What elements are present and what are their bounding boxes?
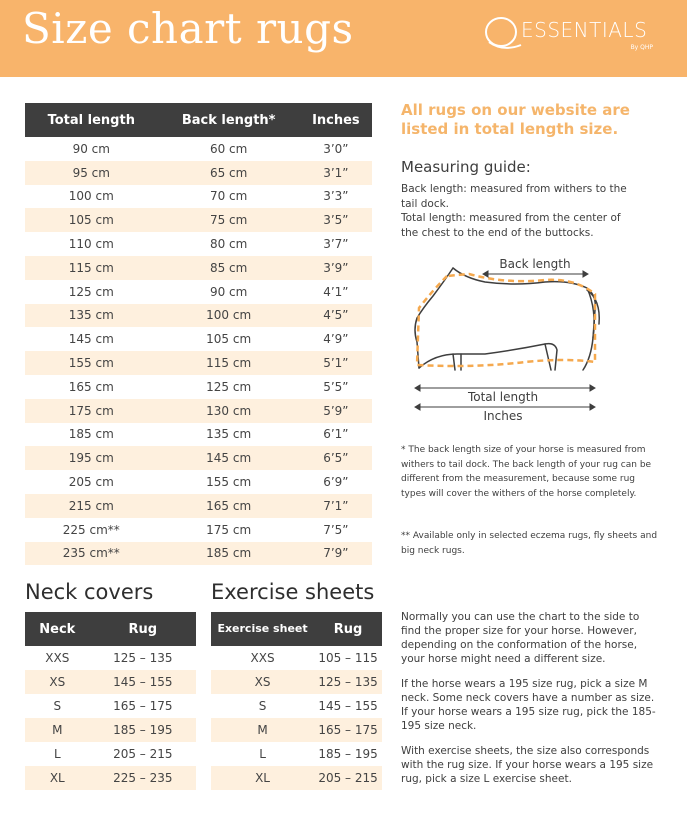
table-cell: 4’1” [300, 280, 372, 304]
table-row [211, 742, 382, 766]
table-row [25, 399, 372, 423]
table-cell: 145 – 155 [314, 694, 382, 718]
table-row [25, 161, 372, 185]
table-cell: 3’1” [300, 161, 372, 185]
page-title: Size chart rugs [22, 4, 354, 53]
table-cell: 95 cm [25, 161, 158, 185]
table-row [211, 718, 382, 742]
table-cell: 7’9” [300, 542, 372, 566]
table-cell: 185 – 195 [90, 718, 196, 742]
table-header-row [25, 103, 372, 137]
table-cell: 5’1” [300, 351, 372, 375]
table-cell: 60 cm [158, 137, 300, 161]
table-row [25, 327, 372, 351]
table-row [25, 718, 196, 742]
advice-paragraph: If the horse wears a 195 size rug, pick a size M neck. Some neck covers have a number as size. If your horse wears a 195 size rug, pick the 185-195 size neck. [401, 678, 656, 732]
table-cell: 4’9” [300, 327, 372, 351]
table-cell: 3’7” [300, 232, 372, 256]
table-cell: 205 – 215 [314, 766, 382, 790]
sizing-advice [401, 610, 657, 797]
exercise-sheets-table [211, 612, 382, 790]
table-cell: 225 – 235 [90, 766, 196, 790]
table-cell: XL [25, 766, 90, 790]
table-cell: 100 cm [158, 304, 300, 328]
back-length-footnote: * The back length size of your horse is measured from withers to tail dock. The back length of your rug can be different from the measurement, because some rug types will cover the withers of the horse completely. [401, 445, 652, 499]
table-cell: 105 cm [25, 208, 158, 232]
table-cell: 4’5” [300, 304, 372, 328]
table-cell: 125 – 135 [314, 670, 382, 694]
header-exercise-sheet: Exercise sheet [211, 612, 314, 646]
table-cell: 105 – 115 [314, 646, 382, 670]
exercise-sheets-title: Exercise sheets [211, 580, 375, 604]
table-cell: 125 – 135 [90, 646, 196, 670]
table-cell: 85 cm [158, 256, 300, 280]
table-cell: 115 cm [158, 351, 300, 375]
table-cell: XS [211, 670, 314, 694]
header-rug: Rug [314, 612, 382, 646]
table-row [25, 766, 196, 790]
table-row [25, 423, 372, 447]
table-cell: 145 cm [25, 327, 158, 351]
table-header-row [25, 612, 196, 646]
inches-label: Inches [483, 409, 523, 423]
table-cell: 235 cm** [25, 542, 158, 566]
table-row [25, 646, 196, 670]
header-back-length: Back length* [158, 103, 300, 137]
table-row [25, 280, 372, 304]
table-row [25, 518, 372, 542]
logo-sub: By QHP [630, 44, 653, 51]
neck-covers-table [25, 612, 196, 790]
table-cell: 125 cm [158, 375, 300, 399]
table-cell: 3’0” [300, 137, 372, 161]
table-cell: 110 cm [25, 232, 158, 256]
table-cell: 6’9” [300, 470, 372, 494]
table-cell: 90 cm [158, 280, 300, 304]
table-cell: 3’9” [300, 256, 372, 280]
table-cell: 75 cm [158, 208, 300, 232]
table-cell: 205 cm [25, 470, 158, 494]
table-cell: 155 cm [25, 351, 158, 375]
header-total-length: Total length [25, 103, 158, 137]
table-row [25, 375, 372, 399]
table-cell: 175 cm [158, 518, 300, 542]
advice-paragraph: With exercise sheets, the size also corresponds with the rug size. If your horse wears a 195 size rug, pick a size L exercise sheet. [401, 745, 654, 785]
table-cell: 105 cm [158, 327, 300, 351]
table-cell: M [25, 718, 90, 742]
table-cell: 205 – 215 [90, 742, 196, 766]
table-cell: L [211, 742, 314, 766]
header-banner [0, 0, 687, 77]
back-length-label: Back length [499, 257, 571, 271]
table-row [211, 646, 382, 670]
table-cell: 145 – 155 [90, 670, 196, 694]
table-row [25, 446, 372, 470]
table-cell: XXS [211, 646, 314, 670]
guide-total-length: Total length: measured from the center of the chest to the end of the buttocks. [401, 212, 621, 239]
table-row [211, 766, 382, 790]
q-logo-icon [483, 12, 523, 52]
table-cell: 65 cm [158, 161, 300, 185]
table-cell: 185 cm [25, 423, 158, 447]
table-cell: 185 cm [158, 542, 300, 566]
table-cell: 165 cm [158, 494, 300, 518]
table-row [25, 670, 196, 694]
table-cell: S [25, 694, 90, 718]
table-cell: 185 – 195 [314, 742, 382, 766]
table-cell: 90 cm [25, 137, 158, 161]
table-cell: 5’5” [300, 375, 372, 399]
size-chart-table [25, 103, 372, 565]
back-length-arrow [483, 271, 588, 277]
header-rug: Rug [90, 612, 196, 646]
table-cell: 175 cm [25, 399, 158, 423]
neck-covers-title: Neck covers [25, 580, 154, 604]
availability-footnote: ** Available only in selected eczema rugs, fly sheets and big neck rugs. [401, 531, 658, 556]
table-row [25, 470, 372, 494]
brand-logo [483, 12, 653, 56]
table-cell: 115 cm [25, 256, 158, 280]
table-cell: 165 cm [25, 375, 158, 399]
table-row [25, 542, 372, 566]
table-row [25, 742, 196, 766]
table-cell: 195 cm [25, 446, 158, 470]
table-row [25, 208, 372, 232]
table-cell: XS [25, 670, 90, 694]
table-cell: 100 cm [25, 185, 158, 209]
table-cell: 3’5” [300, 208, 372, 232]
header-inches: Inches [300, 103, 372, 137]
table-cell: 6’5” [300, 446, 372, 470]
table-cell: M [211, 718, 314, 742]
table-cell: 215 cm [25, 494, 158, 518]
table-row [25, 232, 372, 256]
table-header-row [211, 612, 382, 646]
logo-text: ESSENTIALS [521, 18, 648, 42]
table-row [25, 351, 372, 375]
table-cell: 7’1” [300, 494, 372, 518]
table-row [25, 694, 196, 718]
table-cell: 80 cm [158, 232, 300, 256]
table-row [25, 494, 372, 518]
table-cell: 145 cm [158, 446, 300, 470]
table-cell: 135 cm [25, 304, 158, 328]
table-row [25, 256, 372, 280]
table-cell: XXS [25, 646, 90, 670]
table-cell: 3’3” [300, 185, 372, 209]
promo-text: All rugs on our website are listed in total length size. [401, 101, 630, 138]
table-cell: 165 – 175 [90, 694, 196, 718]
table-cell: 135 cm [158, 423, 300, 447]
table-row [211, 694, 382, 718]
table-row [25, 137, 372, 161]
table-row [211, 670, 382, 694]
table-cell: 7’5” [300, 518, 372, 542]
table-cell: 5’9” [300, 399, 372, 423]
measuring-guide-title: Measuring guide: [401, 158, 531, 176]
advice-paragraph: Normally you can use the chart to the side to find the proper size for your horse. However, depending on the conformation of the horse, your horse might need a different size. [401, 611, 640, 665]
guide-back-length: Back length: measured from withers to the tail dock. [401, 183, 627, 210]
table-row [25, 185, 372, 209]
table-cell: L [25, 742, 90, 766]
horse-measurement-diagram [405, 250, 610, 425]
table-cell: 130 cm [158, 399, 300, 423]
table-row [25, 304, 372, 328]
table-cell: 165 – 175 [314, 718, 382, 742]
table-cell: 125 cm [25, 280, 158, 304]
rug-outline [417, 274, 595, 366]
total-length-label: Total length [467, 390, 539, 404]
table-cell: XL [211, 766, 314, 790]
table-cell: 155 cm [158, 470, 300, 494]
table-cell: 6’1” [300, 423, 372, 447]
table-cell: S [211, 694, 314, 718]
header-neck: Neck [25, 612, 90, 646]
measuring-guide-text [401, 182, 641, 240]
table-cell: 70 cm [158, 185, 300, 209]
table-cell: 225 cm** [25, 518, 158, 542]
